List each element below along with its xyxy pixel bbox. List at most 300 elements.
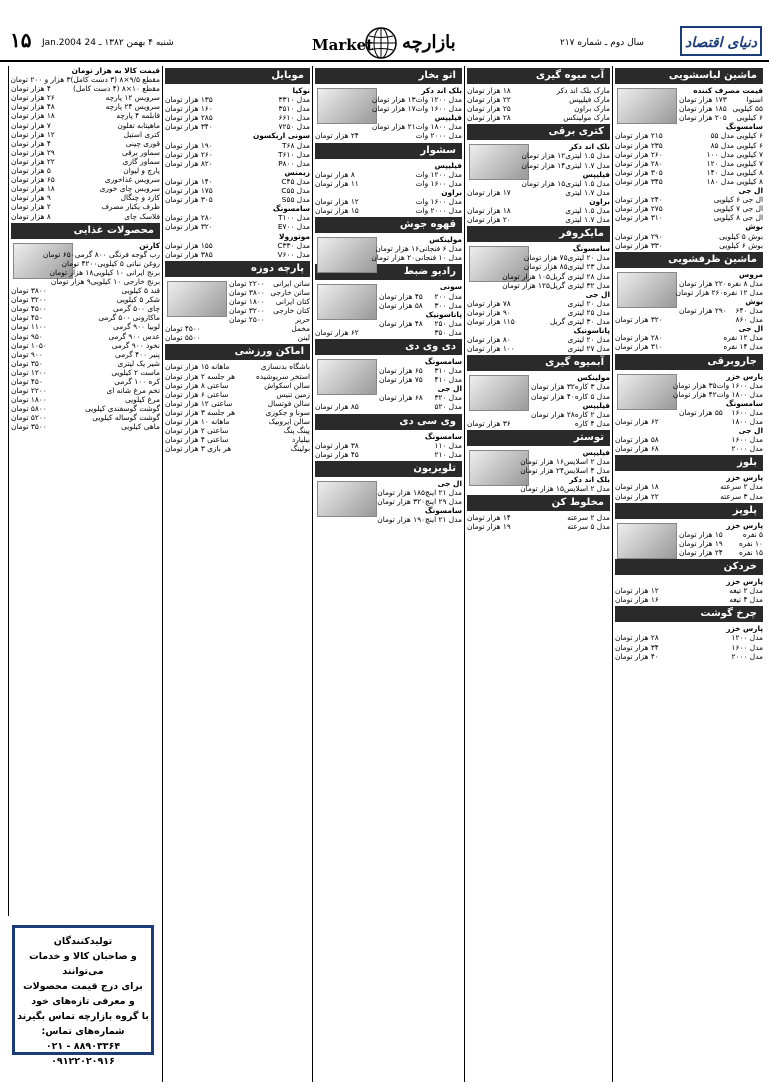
- item-name: مدل ۲۰ لیتری: [567, 253, 610, 263]
- section-title: جاروبرقی: [615, 354, 763, 370]
- item-name: مدل S۵۵: [281, 195, 310, 205]
- item-price: ۵۲۰۰ تومان: [11, 413, 47, 423]
- price-row: [615, 333, 763, 342]
- item-name: مارک فیلیپس: [569, 95, 610, 105]
- section-title: پارچه دوزه: [165, 261, 310, 277]
- item-price: ۱۶ هزار تومان: [375, 244, 420, 254]
- item-price: ۲۶۰ هزار تومان: [615, 149, 663, 159]
- section-title: تلویزیون: [315, 461, 462, 477]
- item-price: ۳ هزار و ۲۰۰ تومان: [10, 75, 71, 85]
- price-row: [11, 359, 160, 368]
- item-name: مدل ۱.۷ لیتری: [565, 160, 610, 170]
- item-price: ۱۹ هزار تومان: [467, 522, 511, 532]
- brand-heading: قیمت کالا به هزار تومان: [71, 66, 160, 75]
- price-row: [42, 249, 160, 259]
- item-price: ۳۱۰ هزار تومان: [615, 342, 663, 352]
- item-price: ۱۸۵ هزار تومان: [679, 104, 727, 114]
- price-row: [531, 382, 610, 391]
- item-name: گوشت گوسفندی کیلویی: [85, 404, 160, 414]
- brand-heading: قیمت مصرف کننده: [693, 86, 763, 95]
- price-row: [679, 530, 763, 539]
- item-price: ۴۵ هزار تومان: [379, 291, 423, 301]
- brand-heading: سامسونگ: [572, 244, 610, 254]
- product-photo: [617, 272, 677, 308]
- item-name: ۱۰ نفره: [738, 538, 763, 548]
- section-title: بلوز: [615, 455, 763, 471]
- price-row: [165, 324, 310, 333]
- price-row: [379, 515, 462, 524]
- item-name: مدل ۳۲ لیتری گریل: [549, 280, 610, 290]
- item-name: قوری چینی: [125, 138, 160, 148]
- price-row: [11, 313, 160, 322]
- price-row: [11, 322, 160, 331]
- price-row: [11, 286, 160, 295]
- price-row: [11, 377, 160, 386]
- item-name: کتری استیل: [123, 129, 160, 139]
- price-row: [11, 184, 160, 193]
- brand-heading: کارتن: [139, 240, 160, 250]
- item-name: مقطع ۹/۵×۸ (۳ دست کامل): [70, 75, 160, 85]
- item-price: ۴۰ هزار تومان: [531, 391, 575, 401]
- price-row: [11, 193, 160, 202]
- price-row: [49, 267, 160, 277]
- item-price: ۶۵ هزار تومان: [11, 175, 55, 185]
- item-name: مدل ۲۰ لیتری: [567, 298, 610, 308]
- price-row: [467, 95, 610, 104]
- item-price: ۳۳۰ هزار تومان: [615, 240, 663, 250]
- item-name: مدل ۳ سرعته: [720, 491, 763, 501]
- price-row: [165, 381, 310, 390]
- section-title: موبایل: [165, 68, 310, 84]
- item-price: ۳۵۰۰ تومان: [11, 422, 47, 432]
- item-name: مدل ۳۲۰: [434, 393, 462, 403]
- price-row: [679, 297, 763, 306]
- item-name: مدل T۶۸: [281, 140, 310, 150]
- price-row: [675, 287, 763, 297]
- price-row: [615, 168, 763, 177]
- item-price: ۲۸۵ هزار تومان: [165, 113, 213, 123]
- item-name: چای ۵۰۰ گرمی: [113, 304, 160, 314]
- price-column: [312, 66, 464, 1082]
- item-name: مدل ۲ سرعته: [567, 513, 610, 523]
- price-row: [379, 393, 462, 402]
- item-name: ال جی ۸ کیلویی: [713, 213, 763, 223]
- item-name: مدل ۱۶۰۰ وات: [415, 196, 462, 206]
- item-name: مدل ۲۰۰۰: [731, 651, 763, 661]
- price-row: [523, 253, 610, 263]
- price-row: [679, 122, 763, 131]
- price-row: [165, 150, 310, 159]
- price-row: [615, 633, 763, 642]
- item-price: ۱۸۰۰ تومان: [11, 395, 47, 405]
- price-row: [679, 548, 763, 557]
- item-name: پارچ و لیوان: [123, 166, 160, 176]
- item-price: ۵۵۰۰ تومان: [165, 333, 201, 343]
- page-number: ۱۵: [10, 28, 32, 52]
- product-photo: [469, 144, 529, 180]
- item-price: ۲۸ هزار تومان: [531, 409, 575, 419]
- item-name: سونی اریکسون: [252, 131, 310, 141]
- price-row: [11, 332, 160, 341]
- price-row: [615, 342, 763, 351]
- item-price: ۶۲ هزار تومان: [615, 417, 659, 426]
- item-price: ۳۲ هزار تومان: [531, 382, 575, 392]
- item-price: ۶۸ هزار تومان: [379, 393, 423, 403]
- item-price: ۱۵ هزار تومان: [521, 178, 566, 188]
- item-name: باشگاه بدنسازی: [260, 362, 310, 372]
- item-name: کارد و چنگال: [120, 193, 160, 203]
- item-name: بوش ۵ کیلویی: [719, 231, 763, 241]
- item-name: مدل ۱۲ نفره: [723, 287, 763, 297]
- price-row: [229, 297, 310, 306]
- price-row: [315, 170, 462, 179]
- item-name: مدل ۳۱۰: [434, 366, 462, 376]
- price-row: [11, 395, 160, 404]
- item-price: ۲۶۰ هزار تومان: [165, 149, 213, 159]
- item-price: ۱۷۳ هزار تومان: [679, 95, 727, 105]
- item-name: فیلیپس: [434, 113, 462, 123]
- price-row: [61, 258, 160, 268]
- item-name: مدل ۱۲۰۰ وات: [415, 95, 462, 105]
- item-price: ماهانه ۱۰ هزار تومان: [165, 417, 230, 426]
- item-price: ۲۸۰ هزار تومان: [615, 158, 663, 168]
- item-name: سرویس غذاخوری: [104, 175, 160, 185]
- item-price: ۱۱۵ هزار تومان: [467, 316, 515, 326]
- advert-line: برای درج قیمت محصولات: [23, 981, 143, 992]
- item-price: ۱۳۵ هزار تومان: [165, 95, 213, 105]
- price-row: [531, 410, 610, 419]
- section-title: مایکروفر: [467, 226, 610, 242]
- item-name: سالن فوتسال: [267, 398, 310, 408]
- price-row: [11, 368, 160, 377]
- price-row: [502, 271, 610, 281]
- item-price: ۶۸ هزار تومان: [615, 444, 659, 454]
- price-column: [612, 66, 765, 1082]
- advert-line: تولیدکنندگان: [53, 936, 113, 947]
- price-row: [165, 131, 310, 140]
- item-price: ۷۵ هزار تومان: [379, 375, 423, 385]
- item-name: مدل T۶۱۰: [278, 149, 310, 159]
- item-name: شیر یک لیتری: [117, 358, 160, 368]
- brand-heading: مولینکس: [429, 235, 462, 245]
- item-name: استخر سرپوشیده: [256, 371, 310, 381]
- item-name: سرویس چای خوری: [99, 184, 160, 194]
- price-row: [467, 104, 610, 113]
- item-name: ۶ کیلویی مدل ۵۵: [710, 131, 763, 141]
- item-price: ۲۲ هزار تومان: [11, 156, 55, 166]
- price-row: [521, 160, 610, 170]
- brand-heading: سامسونگ: [424, 431, 462, 441]
- item-name: ال جی: [437, 384, 462, 394]
- price-row: [11, 212, 160, 221]
- item-name: مدل ۸۶۰: [735, 315, 763, 325]
- price-row: [165, 104, 310, 113]
- item-price: ۹ هزار تومان: [50, 276, 91, 286]
- item-price: ۱۱۰۰ تومان: [11, 322, 47, 332]
- item-price: ۱۹ هزار تومان: [679, 538, 723, 548]
- item-name: سامسونگ: [725, 398, 763, 408]
- item-name: مدل ۱۱۰: [434, 440, 462, 450]
- item-price: ۳۰۵ هزار تومان: [165, 195, 213, 205]
- brand-heading: پارس خزر: [726, 473, 763, 483]
- product-photo: [317, 237, 377, 273]
- price-row: [11, 121, 160, 130]
- item-name: ساتن ایرانی: [273, 278, 310, 288]
- price-row: [467, 522, 610, 531]
- item-name: سرویس ۱۲ پارچه: [105, 93, 160, 103]
- price-row: [315, 450, 462, 459]
- item-price: ۲۹۰ هزار تومان: [679, 306, 727, 316]
- item-name: ۷ کیلویی مدل ۱۰۰: [706, 149, 763, 159]
- item-price: ۴۵۰ تومان: [11, 313, 43, 323]
- item-name: مدل ۲ تیغه: [729, 586, 763, 596]
- price-row: [229, 306, 310, 315]
- item-price: ۲۲ هزار تومان: [615, 491, 659, 501]
- item-name: بلک اند دکر: [569, 475, 610, 485]
- item-name: مدل ۱.۷ لیتری: [565, 215, 610, 225]
- price-row: [379, 310, 462, 319]
- item-price: ۴۵۰۰ تومان: [11, 304, 47, 314]
- item-name: مدل ۱۶۰۰: [731, 642, 763, 652]
- price-row: [679, 306, 763, 315]
- section-title: توستر: [467, 430, 610, 446]
- item-price: ۳۲۰ هزار تومان: [615, 315, 663, 325]
- advert-line: شماره‌های تماس:: [41, 1026, 125, 1037]
- item-name: مدل ۱۶۰۰ وات: [415, 104, 462, 114]
- item-name: مدل C۴۵: [281, 176, 310, 186]
- price-row: [165, 195, 310, 204]
- product-photo: [469, 375, 529, 411]
- item-name: پاناسونیک: [425, 309, 462, 319]
- item-price: ۲۱ هزار تومان: [371, 122, 416, 132]
- price-row: [615, 241, 763, 250]
- globe-icon: [364, 26, 398, 60]
- price-row: [467, 299, 610, 308]
- price-row: [502, 280, 610, 290]
- item-name: مدل ۳۳۱۰: [278, 95, 310, 105]
- item-name: قابلمه ۴ پارچه: [116, 111, 160, 121]
- brand-heading: پارس خزر: [726, 624, 763, 634]
- item-price: ۱۸۵ هزار تومان: [377, 487, 426, 497]
- item-price: ۸۰ هزار تومان: [467, 335, 511, 345]
- price-row: [615, 150, 763, 159]
- item-price: ۲۰ هزار تومان: [467, 215, 511, 225]
- item-price: ۴ هزار تومان: [11, 84, 51, 94]
- item-price: ۲۲۰۰ تومان: [11, 386, 47, 396]
- item-name: مدل ۱۴ نفره: [723, 342, 763, 352]
- price-row: [615, 586, 763, 595]
- item-name: برنج خارجی ۱۰ کیلویی: [90, 276, 160, 286]
- brand-heading: بلک اند دکر: [569, 142, 610, 152]
- price-row: [615, 595, 763, 604]
- price-row: [315, 441, 462, 450]
- item-price: ۲ هزار تومان: [11, 202, 51, 212]
- section-title: اماکن ورزشی: [165, 344, 310, 360]
- item-name: ال جی ۶ کیلویی: [713, 195, 763, 205]
- section-title: محصولات غذایی: [11, 223, 160, 239]
- item-name: مدل ۲ اسلایس: [563, 457, 610, 466]
- price-row: [165, 241, 310, 250]
- item-price: ۱۸ هزار تومان: [467, 206, 511, 216]
- item-price: هر بازی ۳ هزار تومان: [165, 444, 232, 454]
- section-title: رادیو ضبط: [315, 264, 462, 280]
- item-price: ۳۴ هزار تومان: [615, 642, 659, 652]
- brand-heading: پارس خزر: [726, 520, 763, 530]
- price-row: [467, 317, 610, 326]
- price-row: [165, 213, 310, 222]
- price-row: [165, 399, 310, 408]
- price-row: [165, 362, 310, 371]
- price-row: [379, 506, 462, 515]
- price-row: [371, 122, 462, 132]
- brand-heading: پارس خزر: [726, 371, 763, 381]
- item-price: ۲۳۵ هزار تومان: [615, 140, 663, 150]
- item-name: مدل ۲۹ اینچ: [425, 497, 462, 506]
- item-price: ۱۳ هزار تومان: [371, 95, 416, 105]
- item-price: ۳۸۰۰ تومان: [229, 287, 265, 297]
- item-name: مقطع ۱۰×۸ (۴ دست کامل): [72, 84, 160, 94]
- advert-line: و معرفی تازه‌های خود: [31, 996, 135, 1007]
- item-name: سماور برقی: [121, 147, 160, 157]
- item-name: مدل ۲ اسلایس: [563, 484, 610, 494]
- item-price: ۱۴ هزار تومان: [467, 513, 511, 523]
- item-name: ۸ کیلویی مدل ۱۸۰: [706, 176, 763, 186]
- price-row: [615, 186, 763, 195]
- item-price: ۳۸ هزار تومان: [315, 440, 359, 450]
- item-price: ۳۰۵ هزار تومان: [615, 167, 663, 177]
- item-price: ۲۸ هزار تومان: [615, 633, 659, 643]
- item-name: ۸ کیلویی مدل ۱۴۰: [706, 167, 763, 177]
- price-row: [615, 643, 763, 652]
- item-price: ۱۸ هزار تومان: [11, 184, 55, 194]
- price-row: [615, 159, 763, 168]
- item-price: ۲۸۰ هزار تومان: [165, 213, 213, 223]
- page-header: [0, 0, 769, 62]
- section-title: سشوار: [315, 143, 462, 159]
- section-title: خردکن: [615, 559, 763, 575]
- brand-heading: ال جی: [437, 478, 462, 488]
- price-row: [467, 86, 610, 95]
- item-price: ۱۰۵ هزار تومان: [502, 271, 550, 281]
- price-row: [615, 652, 763, 661]
- price-row: [531, 170, 610, 179]
- item-name: مدل E۷۰۰: [277, 222, 310, 232]
- item-name: مدل ۲۱۰: [434, 449, 462, 459]
- price-row: [672, 389, 763, 399]
- item-name: ۶ کیلویی: [736, 113, 763, 123]
- item-price: ۱۶۰ هزار تومان: [165, 104, 213, 114]
- item-name: مدل ۲۰۰۰ وات: [415, 206, 462, 216]
- item-price: ۱۹۰ هزار تومان: [165, 140, 213, 150]
- item-price: ۹۰ هزار تومان: [467, 307, 511, 317]
- item-name: مدل ۱۶۰۰: [731, 435, 763, 445]
- price-column: [464, 66, 612, 1082]
- price-row: [679, 408, 763, 417]
- section-title: مخلوط کن: [467, 495, 610, 511]
- product-photo: [167, 281, 227, 317]
- item-price: ۱۵۵ هزار تومان: [165, 240, 213, 250]
- price-row: [531, 392, 610, 401]
- item-name: بوش: [745, 222, 763, 232]
- item-name: سالن ایروبیک: [268, 417, 310, 426]
- price-row: [165, 141, 310, 150]
- product-photo: [317, 359, 377, 395]
- price-row: [11, 130, 160, 139]
- price-row: [467, 344, 610, 353]
- advert-phone: ۸۸۹۰۳۳۶۴ - ۰۲۱: [45, 1041, 121, 1052]
- price-row: [315, 402, 462, 411]
- product-photo: [617, 374, 677, 410]
- price-row: [11, 422, 160, 431]
- item-price: ۴۲ هزار تومان: [672, 389, 717, 399]
- item-price: ۲۴ هزار تومان: [520, 466, 564, 476]
- item-price: ۳۲۰ هزار تومان: [165, 222, 213, 232]
- price-row: [229, 315, 310, 324]
- advert-phone: ۰۹۱۲۲۰۲۰۹۱۶: [51, 1056, 115, 1067]
- price-row: [315, 206, 462, 215]
- item-name: روغن نباتی ۵ کیلویی: [97, 258, 160, 268]
- price-row: [165, 444, 310, 453]
- price-row: [11, 304, 160, 313]
- price-row: [679, 95, 763, 104]
- brand-heading: نوکیا: [292, 86, 310, 95]
- item-price: ۱۲ هزار تومان: [521, 151, 566, 161]
- item-price: ۱۵ هزار تومان: [520, 484, 564, 494]
- item-price: ۱۵ هزار تومان: [679, 529, 723, 539]
- price-row: [615, 482, 763, 491]
- item-price: ۱۱ هزار تومان: [315, 178, 359, 188]
- item-name: حریر: [295, 315, 310, 325]
- item-price: ۷۵ هزار تومان: [523, 253, 568, 263]
- item-price: ۹۵۰ تومان: [11, 331, 43, 341]
- price-row: [165, 204, 310, 213]
- item-name: ۱۵ نفره: [738, 547, 763, 557]
- item-name: ۷ کیلویی مدل ۱۲۰: [706, 158, 763, 168]
- item-price: ۵۸ هزار تومان: [615, 435, 659, 445]
- item-price: ۴۰ هزار تومان: [615, 651, 659, 661]
- price-row: [379, 375, 462, 384]
- item-name: کتان ایرانی: [275, 296, 310, 306]
- price-row: [615, 324, 763, 333]
- price-row: [615, 426, 763, 435]
- item-price: ۱۲ هزار تومان: [615, 586, 659, 596]
- item-name: بوش ۶ کیلویی: [719, 240, 763, 250]
- price-row: [615, 435, 763, 444]
- item-name: زمین تنیس: [276, 389, 310, 399]
- item-name: مدل C۵۵: [281, 186, 310, 196]
- price-row: [165, 408, 310, 417]
- item-price: ۲۹۰ هزار تومان: [615, 231, 663, 241]
- item-name: مدل ۱۸۰۰ وات: [716, 389, 763, 399]
- price-row: [520, 484, 610, 494]
- item-name: بوش: [745, 296, 763, 306]
- brand-heading: مولینکس: [577, 373, 610, 383]
- bazarche-title: بازارچه: [402, 32, 456, 53]
- item-name: سونا و جکوزی: [265, 407, 310, 417]
- item-name: مدل ۲۵۰: [434, 318, 462, 328]
- item-price: ۱۷ هزار تومان: [371, 104, 416, 114]
- price-row: [229, 279, 310, 288]
- item-price: ماهانه ۱۵ هزار تومان: [165, 362, 230, 372]
- price-row: [679, 113, 763, 122]
- item-price: ۳۵۰ تومان: [11, 358, 43, 368]
- item-price: ۱۲ هزار تومان: [11, 129, 55, 139]
- item-name: شکر ۵ کیلویی: [116, 295, 160, 305]
- item-price: ۳۸۵ هزار تومان: [165, 249, 213, 259]
- brand-heading: سونی: [439, 282, 462, 292]
- price-row: [165, 113, 310, 122]
- price-row: [379, 319, 462, 328]
